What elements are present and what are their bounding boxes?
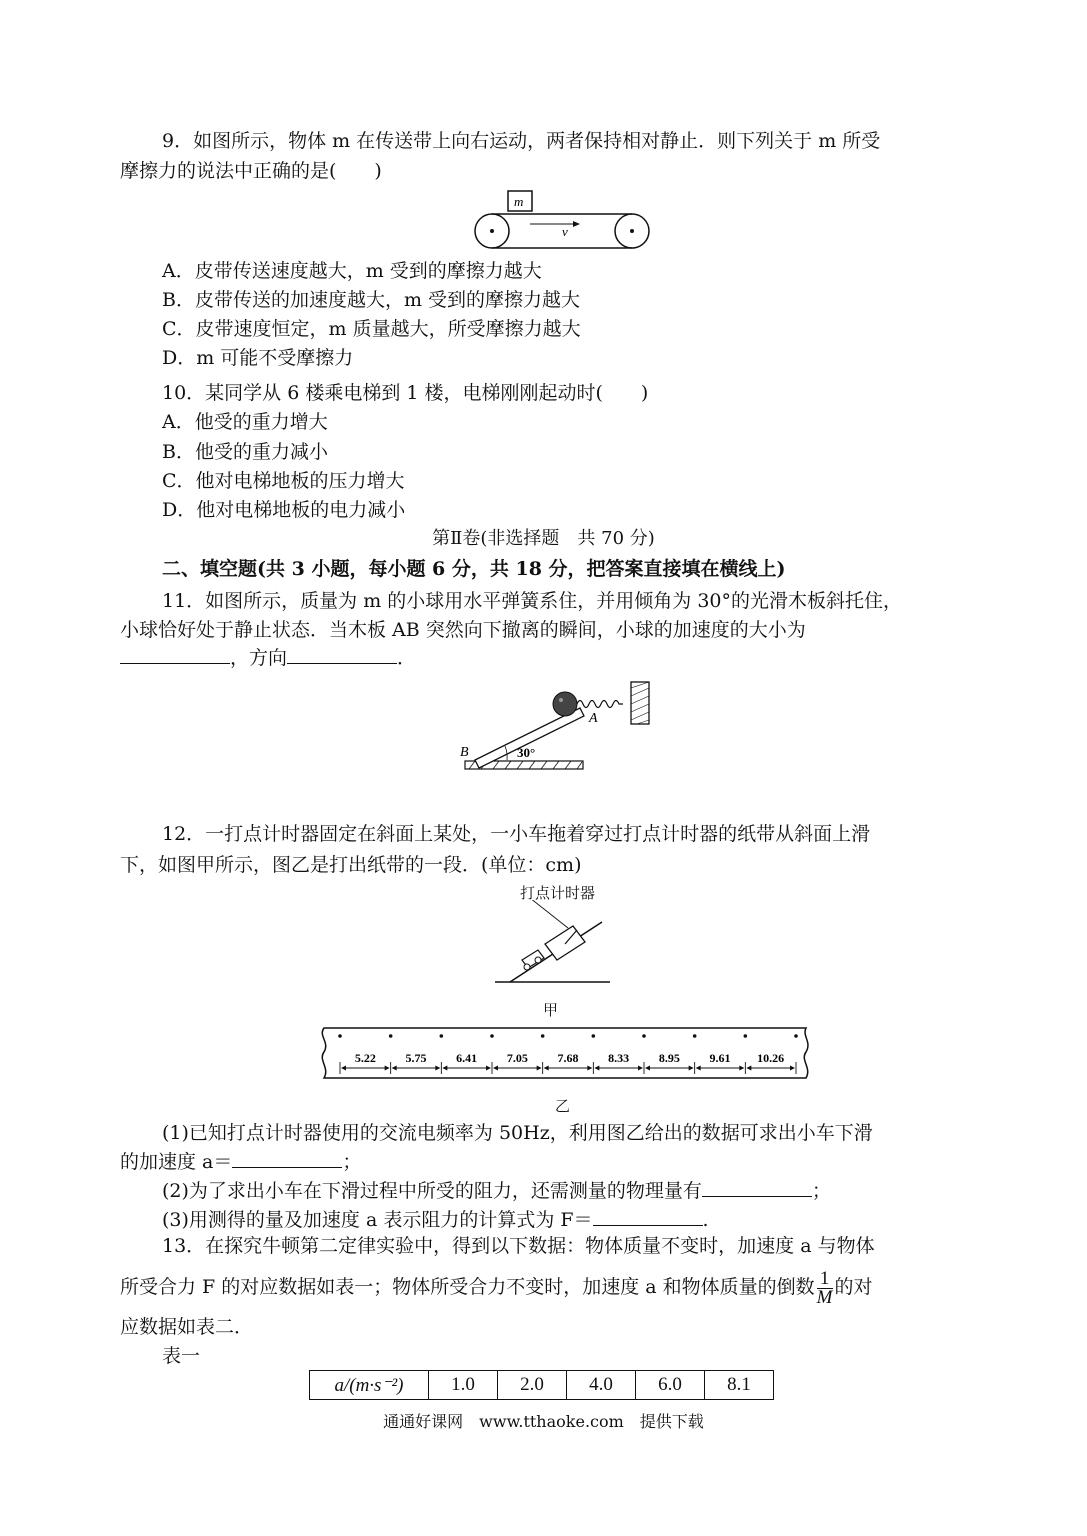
q12-stem-line2: 下，如图甲所示，图乙是打出纸带的一段．(单位：cm) bbox=[120, 854, 582, 876]
timer-label: 打点计时器 bbox=[520, 884, 596, 902]
q13-stem-line3: 应数据如表二． bbox=[120, 1316, 254, 1338]
block-m-label: m bbox=[514, 194, 524, 209]
angle-label: 30° bbox=[517, 745, 536, 760]
q9-option-b: B．皮带传送的加速度越大，m 受到的摩擦力越大 bbox=[162, 289, 581, 311]
tape-segment-label: 7.68 bbox=[557, 1051, 579, 1065]
q13-stem-line1: 13．在探究牛顿第二定律实验中，得到以下数据：物体质量不变时，加速度 a 与物体 bbox=[162, 1235, 875, 1257]
table-1 bbox=[309, 1370, 774, 1400]
q12-stem-line1: 12．一打点计时器固定在斜面上某处，一小车拖着穿过打点计时器的纸带从斜面上滑 bbox=[162, 823, 871, 845]
tape-dot bbox=[642, 1034, 646, 1038]
footer: 通通好课网 www.tthaoke.com 提供下载 bbox=[383, 1412, 704, 1431]
tape-dot bbox=[541, 1034, 545, 1038]
spring bbox=[577, 701, 623, 708]
q11-stem-line3: ，方向 ． bbox=[120, 645, 416, 671]
tape-dot bbox=[693, 1034, 697, 1038]
velocity-label: v bbox=[562, 224, 568, 239]
fraction-one-over-m: $\frac{1}{M}$ bbox=[816, 1267, 833, 1308]
tape-dot bbox=[440, 1034, 444, 1038]
q9-stem-line2: 摩擦力的说法中正确的是( ) bbox=[120, 160, 382, 182]
tape-dot bbox=[389, 1034, 393, 1038]
table-cell: 2.0 bbox=[498, 1371, 567, 1400]
q11-answer-blank-2[interactable] bbox=[287, 645, 397, 664]
tape-segment-label: 6.41 bbox=[456, 1051, 478, 1065]
q12-formula-blank[interactable] bbox=[593, 1207, 703, 1226]
tape-dot bbox=[592, 1034, 596, 1038]
q10-stem: 10．某同学从 6 楼乘电梯到 1 楼，电梯刚刚起动时( ) bbox=[162, 382, 649, 404]
part2-title: 第Ⅱ卷(非选择题 共 70 分) bbox=[432, 528, 655, 549]
tape-segment-label: 10.26 bbox=[757, 1051, 785, 1065]
table-cell: 4.0 bbox=[567, 1371, 636, 1400]
q11-stem-line1: 11．如图所示，质量为 m 的小球用水平弹簧系住，并用倾角为 30°的光滑木板斜托住， bbox=[162, 590, 902, 612]
q12-quantities-blank[interactable] bbox=[702, 1178, 812, 1197]
section2-title: 二、填空题(共 3 小题，每小题 6 分，共 18 分，把答案直接填在横线上) bbox=[162, 558, 786, 580]
q11-stem-line2: 小球恰好处于静止状态．当木板 AB 突然向下撤离的瞬间，小球的加速度的大小为 bbox=[120, 619, 806, 641]
label-B: B bbox=[460, 745, 469, 760]
tape-segment-label: 5.75 bbox=[405, 1051, 427, 1065]
paper-tape-figure bbox=[316, 1024, 816, 1082]
tape-segment-label: 7.05 bbox=[506, 1051, 528, 1065]
q10-option-a: A．他受的重力增大 bbox=[162, 411, 328, 433]
q10-option-d: D．他对电梯地板的电力减小 bbox=[162, 499, 406, 521]
tape-segment-label: 8.33 bbox=[608, 1051, 630, 1065]
tape-dot bbox=[490, 1034, 494, 1038]
tape-dot bbox=[338, 1034, 342, 1038]
spring-ball-incline-figure bbox=[455, 674, 655, 776]
table-row bbox=[310, 1371, 774, 1400]
figure-label-jia: 甲 bbox=[543, 1001, 559, 1019]
q12-accel-blank[interactable] bbox=[232, 1149, 342, 1168]
label-A: A bbox=[589, 711, 598, 726]
q12-sub1-line2: 的加速度 a＝ ； bbox=[120, 1151, 362, 1173]
table-cell: 8.1 bbox=[705, 1371, 774, 1400]
table-cell: 6.0 bbox=[636, 1371, 705, 1400]
q13-stem-line2: 所受合力 F 的对应数据如表一；物体所受合力不变时，加速度 a 和物体质量的倒数 $\frac{1}{M}$ 的对 bbox=[120, 1267, 873, 1308]
q12-sub1-line1: (1)已知打点计时器使用的交流电频率为 50Hz，利用图乙给出的数据可求出小车下滑 bbox=[162, 1122, 873, 1144]
table1-label: 表一 bbox=[162, 1345, 201, 1367]
q11-answer-blank-1[interactable] bbox=[120, 645, 230, 664]
q12-sub2: (2)为了求出小车在下滑过程中所受的阻力，还需测量的物理量有 ； bbox=[162, 1180, 831, 1202]
table-header-cell: a/(m·s⁻²) bbox=[310, 1371, 429, 1400]
q9-stem-line1: 9．如图所示，物体 m 在传送带上向右运动，两者保持相对静止．则下列关于 m 所受 bbox=[162, 130, 881, 152]
q9-option-c: C．皮带速度恒定，m 质量越大，所受摩擦力越大 bbox=[162, 318, 581, 340]
tape-segment-label: 5.22 bbox=[354, 1051, 376, 1065]
figure-label-yi: 乙 bbox=[555, 1097, 571, 1115]
q10-option-c: C．他对电梯地板的压力增大 bbox=[162, 470, 405, 492]
tape-segment-label: 9.61 bbox=[709, 1051, 731, 1065]
ball bbox=[553, 692, 577, 716]
q10-option-b: B．他受的重力减小 bbox=[162, 441, 328, 463]
table-cell: 1.0 bbox=[429, 1371, 498, 1400]
conveyor-belt-figure bbox=[470, 188, 655, 252]
q9-option-d: D．m 可能不受摩擦力 bbox=[162, 347, 354, 369]
tape-segment-label: 8.95 bbox=[658, 1051, 680, 1065]
tape-dot bbox=[794, 1034, 798, 1038]
q9-option-a: A．皮带传送速度越大，m 受到的摩擦力越大 bbox=[162, 260, 542, 282]
tape-dot bbox=[744, 1034, 748, 1038]
incline-cart-figure bbox=[490, 900, 615, 986]
q12-sub3: (3)用测得的量及加速度 a 表示阻力的计算式为 F＝ . bbox=[162, 1209, 709, 1231]
